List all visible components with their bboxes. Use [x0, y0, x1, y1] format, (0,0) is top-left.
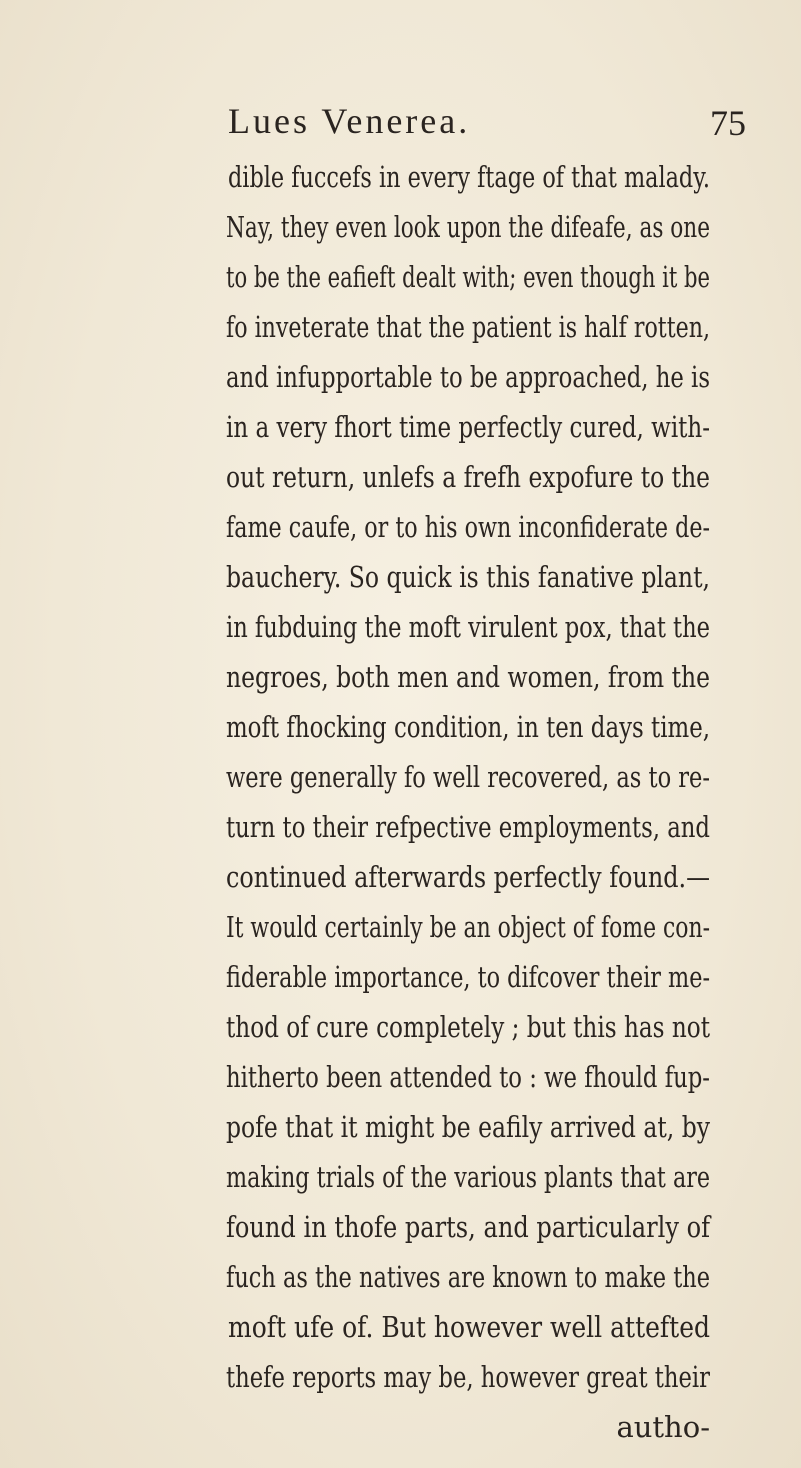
- text-line: It would certainly be an object of fome con-: [226, 910, 710, 944]
- page-header: [0, 100, 801, 150]
- page-number: 75: [710, 103, 746, 143]
- text-line: negroes, both men and women, from the: [226, 660, 710, 694]
- text-line: dible fuccefs in every ftage of that malady.: [228, 160, 710, 194]
- text-line: out return, unlefs a frefh expofure to the: [226, 460, 710, 494]
- text-line: pofe that it might be eafily arrived at, by: [226, 1110, 710, 1144]
- text-line: making trials of the various plants that are: [226, 1160, 710, 1194]
- text-line: continued afterwards perfectly found.—: [226, 860, 710, 894]
- text-line: bauchery. So quick is this fanative plant,: [226, 560, 710, 594]
- text-line: to be the eafieft dealt with; even though it be: [226, 260, 710, 294]
- text-line: moft ufe of. But however well attefted: [228, 1310, 710, 1344]
- text-line: turn to their refpective employments, and: [226, 810, 710, 844]
- text-line: Nay, they even look upon the difeafe, as one: [226, 210, 710, 244]
- text-line: found in thofe parts, and particularly of: [226, 1210, 710, 1244]
- text-line: thefe reports may be, however great their: [226, 1360, 710, 1394]
- text-line: in fubduing the moft virulent pox, that the: [226, 610, 710, 644]
- text-line: moft fhocking condition, in ten days time,: [226, 710, 710, 744]
- text-line: thod of cure completely ; but this has not: [226, 1010, 710, 1044]
- text-line: and infupportable to be approached, he is: [226, 360, 710, 394]
- text-line: fiderable importance, to difcover their me-: [226, 960, 710, 994]
- text-line: fo inveterate that the patient is half rotten,: [226, 310, 710, 344]
- text-line: were generally fo well recovered, as to re-: [226, 760, 710, 794]
- text-line: autho-: [616, 1410, 710, 1444]
- running-title: Lues Venerea.: [228, 101, 471, 141]
- text-line: in a very fhort time perfectly cured, with-: [226, 410, 710, 444]
- text-line: fame caufe, or to his own inconfiderate de-: [226, 510, 710, 544]
- text-line: fuch as the natives are known to make the: [226, 1260, 710, 1294]
- text-line: hitherto been attended to : we fhould fup-: [226, 1060, 710, 1094]
